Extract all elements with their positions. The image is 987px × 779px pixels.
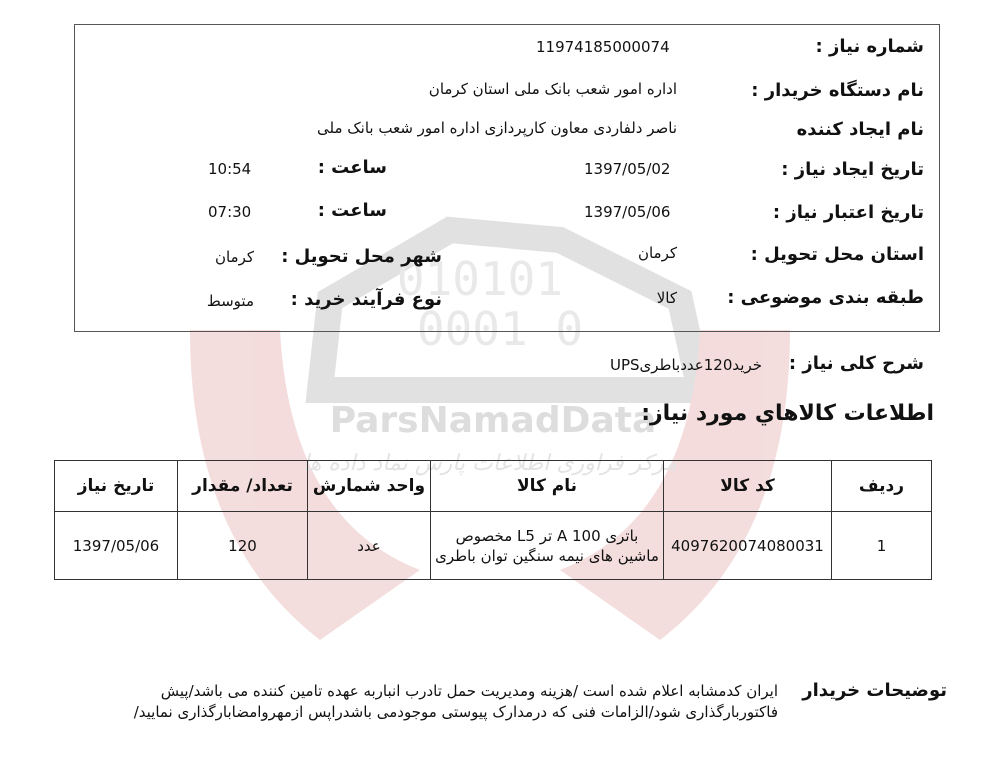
province-label: استان محل تحویل : — [750, 244, 924, 265]
valid-date-value: 1397/05/06 — [584, 203, 671, 221]
cell-row-number: 1 — [832, 512, 932, 580]
cell-item-code: 4097620074080031 — [664, 512, 832, 580]
buyer-org-label: نام دستگاه خریدار : — [751, 80, 924, 101]
cell-unit: عدد — [308, 512, 431, 580]
category-value: کالا — [656, 289, 677, 307]
watermark-subtitle: مرکز فراوری اطلاعات پارس نماد داده ها — [302, 451, 678, 476]
watermark-brand: ParsNamadData — [329, 400, 657, 441]
city-value: کرمان — [214, 248, 254, 266]
process-label: نوع فرآیند خرید : — [290, 289, 442, 310]
table-row — [55, 512, 932, 580]
items-section-title: اطلاعات كالاهاي مورد نياز: — [641, 401, 934, 426]
province-value: کرمان — [637, 244, 677, 262]
header-item-code: کد کالا — [664, 461, 832, 512]
summary-label: شرح کلی نیاز : — [788, 353, 924, 374]
header-quantity: تعداد/ مقدار — [178, 461, 308, 512]
process-value: متوسط — [206, 292, 254, 310]
buyer-notes-text: ایران کدمشابه اعلام شده است /هزینه ومدیریت حمل تادرب انباربه عهده تامین کننده می باشد/پیش فاکتوربارگذاری شود/الزامات فنی که درمدارک پیوستی موجودمی باشدراپس ازمهروامضابارگذاری نمایید/ — [133, 682, 778, 721]
summary-value: خرید120عددباطریUPS — [609, 356, 762, 374]
buyer-org-value: اداره امور شعب بانک ملی استان کرمان — [428, 80, 677, 98]
buyer-notes-label: توضیحات خریدار — [802, 680, 947, 701]
created-time-label: ساعت : — [317, 157, 387, 178]
items-table — [54, 460, 932, 580]
created-date-label: تاریخ ایجاد نیاز : — [781, 159, 924, 180]
header-need-date: تاریخ نیاز — [55, 461, 178, 512]
header-item-name: نام کالا — [431, 461, 664, 512]
creator-label: نام ایجاد کننده — [796, 119, 924, 140]
valid-date-label: تاریخ اعتبار نیاز : — [772, 202, 924, 223]
cell-need-date: 1397/05/06 — [55, 512, 178, 580]
valid-time-value: 07:30 — [208, 203, 252, 221]
creator-value: ناصر دلفاردی معاون کارپردازی اداره امور شعب بانک ملی — [316, 119, 677, 137]
category-label: طبقه بندی موضوعی : — [727, 287, 924, 308]
header-row-number: ردیف — [832, 461, 932, 512]
need-number-value: 11974185000074 — [536, 38, 670, 56]
header-unit: واحد شمارش — [308, 461, 431, 512]
created-time-value: 10:54 — [208, 160, 252, 178]
valid-time-label: ساعت : — [317, 200, 387, 221]
svg-text:010101: 010101 — [396, 252, 564, 306]
created-date-value: 1397/05/02 — [584, 160, 671, 178]
city-label: شهر محل تحویل : — [281, 246, 442, 267]
cell-item-name: باتری 100 A تر L5 مخصوص ماشین های نیمه سنگین توان باطری — [431, 512, 664, 580]
svg-text:0001 0: 0001 0 — [416, 302, 584, 356]
table-header-row — [55, 461, 932, 512]
need-number-label: شماره نیاز : — [815, 36, 924, 57]
cell-quantity: 120 — [178, 512, 308, 580]
